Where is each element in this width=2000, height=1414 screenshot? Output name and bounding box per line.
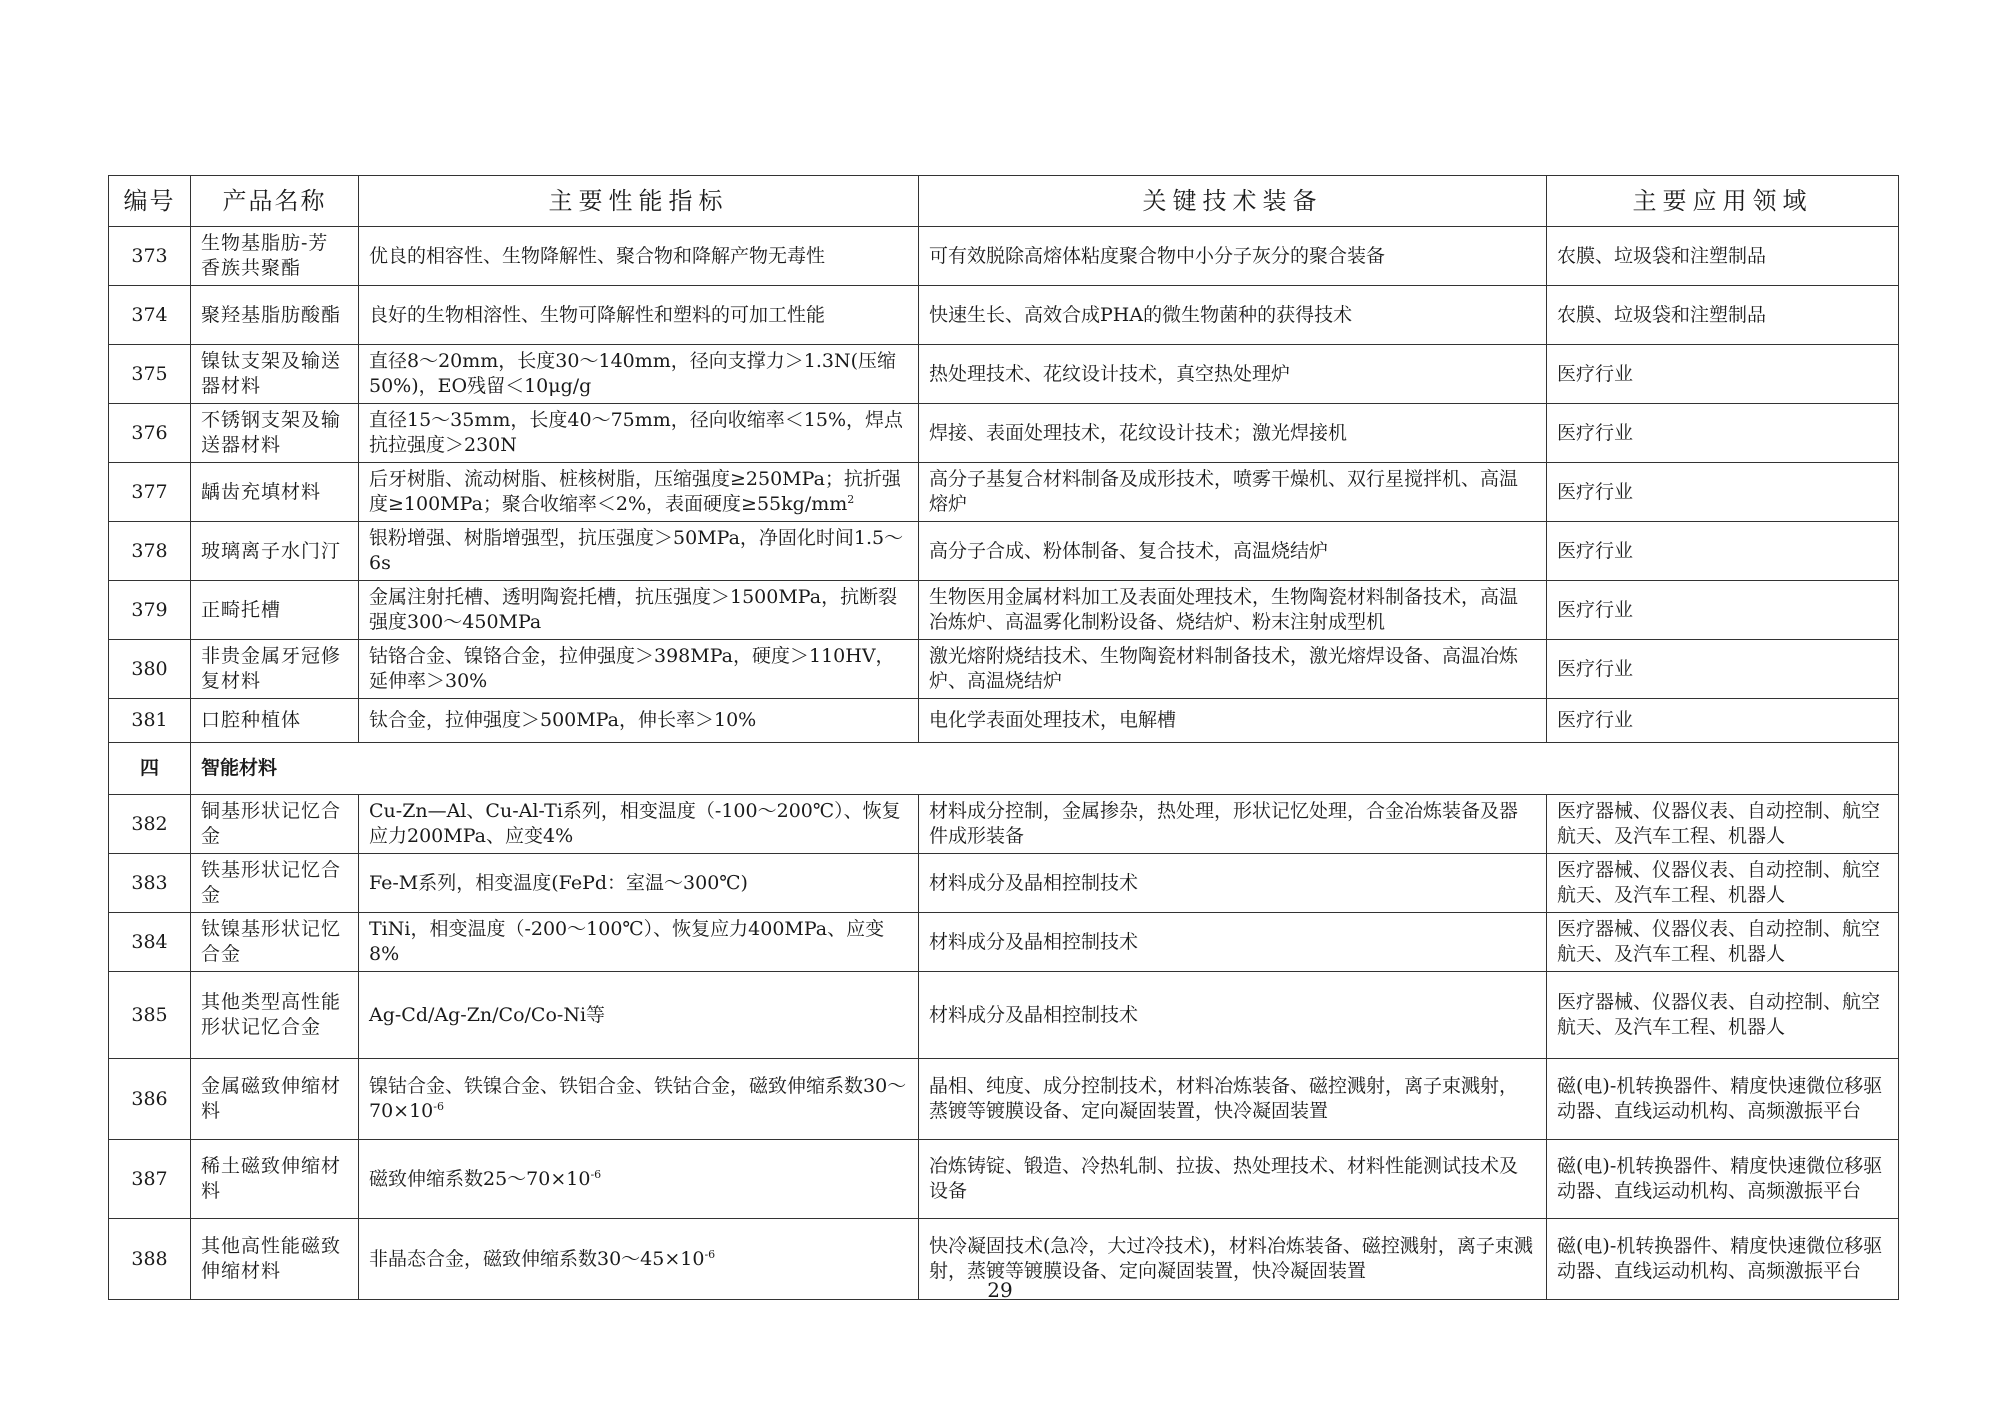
row-equipment: 材料成分及晶相控制技术 (919, 972, 1547, 1059)
row-product: 玻璃离子水门汀 (191, 522, 359, 581)
row-performance: 银粉增强、树脂增强型，抗压强度＞50MPa，净固化时间1.5～6s (359, 522, 919, 581)
row-product: 其他高性能磁致伸缩材料 (191, 1219, 359, 1300)
table-row (109, 227, 1899, 286)
row-application: 医疗行业 (1547, 522, 1899, 581)
row-performance: 钴铬合金、镍铬合金，拉伸强度＞398MPa，硬度＞110HV，延伸率＞30% (359, 640, 919, 699)
section-title: 智能材料 (191, 743, 1899, 795)
row-application: 磁(电)-机转换器件、精度快速微位移驱动器、直线运动机构、高频激振平台 (1547, 1140, 1899, 1219)
row-equipment: 快冷凝固技术(急冷，大过冷技术)，材料冶炼装备、磁控溅射，离子束溅射，蒸镀等镀膜设备、定向凝固装置，快冷凝固装置 (919, 1219, 1547, 1300)
row-product: 铜基形状记忆合金 (191, 795, 359, 854)
table-row (109, 640, 1899, 699)
row-equipment: 电化学表面处理技术，电解槽 (919, 699, 1547, 743)
row-product: 稀土磁致伸缩材料 (191, 1140, 359, 1219)
row-equipment: 晶相、纯度、成分控制技术，材料冶炼装备、磁控溅射，离子束溅射，蒸镀等镀膜设备、定向凝固装置，快冷凝固装置 (919, 1059, 1547, 1140)
table-row (109, 581, 1899, 640)
row-equipment: 冶炼铸锭、锻造、冷热轧制、拉拔、热处理技术、材料性能测试技术及设备 (919, 1140, 1547, 1219)
row-equipment: 高分子基复合材料制备及成形技术，喷雾干燥机、双行星搅拌机、高温熔炉 (919, 463, 1547, 522)
row-performance: Fe-M系列，相变温度(FePd：室温～300℃) (359, 854, 919, 913)
row-equipment: 激光熔附烧结技术、生物陶瓷材料制备技术，激光熔焊设备、高温冶炼炉、高温烧结炉 (919, 640, 1547, 699)
row-no: 384 (109, 913, 191, 972)
row-no: 374 (109, 286, 191, 345)
row-equipment: 材料成分及晶相控制技术 (919, 913, 1547, 972)
page-number: 29 (987, 1278, 1013, 1302)
table-row (109, 854, 1899, 913)
row-product: 非贵金属牙冠修复材料 (191, 640, 359, 699)
row-no: 386 (109, 1059, 191, 1140)
header-equipment: 关键技术装备 (919, 176, 1547, 227)
row-no: 379 (109, 581, 191, 640)
product-catalog-table (108, 175, 1899, 1300)
row-product: 生物基脂肪-芳香族共聚酯 (191, 227, 359, 286)
row-equipment: 高分子合成、粉体制备、复合技术，高温烧结炉 (919, 522, 1547, 581)
row-no: 387 (109, 1140, 191, 1219)
table-row (109, 286, 1899, 345)
performance-text: 后牙树脂、流动树脂、桩核树脂，压缩强度≥250MPa；抗折强度≥100MPa；聚合收缩率＜2%，表面硬度≥55kg/mm (369, 468, 901, 515)
section-no: 四 (109, 743, 191, 795)
row-product: 金属磁致伸缩材料 (191, 1059, 359, 1140)
table-row (109, 972, 1899, 1059)
row-performance: 优良的相容性、生物降解性、聚合物和降解产物无毒性 (359, 227, 919, 286)
unit-exponent: -6 (590, 1167, 602, 1181)
performance-text: 镍钴合金、铁镍合金、铁铝合金、铁钴合金，磁致伸缩系数30～70×10 (369, 1075, 907, 1122)
section-row (109, 743, 1899, 795)
table-row (109, 1140, 1899, 1219)
row-product: 其他类型高性能形状记忆合金 (191, 972, 359, 1059)
header-performance: 主要性能指标 (359, 176, 919, 227)
row-application: 医疗行业 (1547, 581, 1899, 640)
table-row (109, 404, 1899, 463)
performance-text: 磁致伸缩系数25～70×10 (369, 1167, 591, 1190)
row-product: 铁基形状记忆合金 (191, 854, 359, 913)
table-row (109, 345, 1899, 404)
row-application: 磁(电)-机转换器件、精度快速微位移驱动器、直线运动机构、高频激振平台 (1547, 1219, 1899, 1300)
row-performance: 直径8～20mm，长度30～140mm，径向支撑力＞1.3N(压缩50%)，EO残留＜10μg/g (359, 345, 919, 404)
row-performance (359, 1059, 919, 1140)
row-application: 医疗行业 (1547, 640, 1899, 699)
row-no: 375 (109, 345, 191, 404)
row-performance: 良好的生物相溶性、生物可降解性和塑料的可加工性能 (359, 286, 919, 345)
row-product: 钛镍基形状记忆合金 (191, 913, 359, 972)
row-application: 农膜、垃圾袋和注塑制品 (1547, 286, 1899, 345)
header-application: 主要应用领域 (1547, 176, 1899, 227)
row-no: 388 (109, 1219, 191, 1300)
table-row (109, 522, 1899, 581)
performance-text: 非晶态合金，磁致伸缩系数30～45×10 (369, 1247, 705, 1270)
row-equipment: 材料成分及晶相控制技术 (919, 854, 1547, 913)
row-equipment: 可有效脱除高熔体粘度聚合物中小分子灰分的聚合装备 (919, 227, 1547, 286)
row-application: 医疗器械、仪器仪表、自动控制、航空航天、及汽车工程、机器人 (1547, 972, 1899, 1059)
row-application: 医疗行业 (1547, 404, 1899, 463)
row-equipment: 焊接、表面处理技术，花纹设计技术；激光焊接机 (919, 404, 1547, 463)
row-application: 医疗行业 (1547, 463, 1899, 522)
row-application: 医疗器械、仪器仪表、自动控制、航空航天、及汽车工程、机器人 (1547, 913, 1899, 972)
row-product: 聚羟基脂肪酸酯 (191, 286, 359, 345)
row-product: 镍钛支架及输送器材料 (191, 345, 359, 404)
unit-exponent: 2 (847, 493, 855, 506)
row-product: 口腔种植体 (191, 699, 359, 743)
row-performance: 直径15～35mm，长度40～75mm，径向收缩率＜15%，焊点抗拉强度＞230N (359, 404, 919, 463)
row-application: 医疗器械、仪器仪表、自动控制、航空航天、及汽车工程、机器人 (1547, 795, 1899, 854)
row-product: 龋齿充填材料 (191, 463, 359, 522)
row-no: 378 (109, 522, 191, 581)
row-application: 医疗行业 (1547, 699, 1899, 743)
row-equipment: 生物医用金属材料加工及表面处理技术，生物陶瓷材料制备技术，高温冶炼炉、高温雾化制粉设备、烧结炉、粉末注射成型机 (919, 581, 1547, 640)
row-equipment: 快速生长、高效合成PHA的微生物菌种的获得技术 (919, 286, 1547, 345)
row-performance: 金属注射托槽、透明陶瓷托槽，抗压强度＞1500MPa，抗断裂强度300～450MPa (359, 581, 919, 640)
table-row (109, 1059, 1899, 1140)
row-performance (359, 463, 919, 522)
row-no: 373 (109, 227, 191, 286)
table-row (109, 913, 1899, 972)
row-product: 正畸托槽 (191, 581, 359, 640)
unit-exponent: -6 (433, 1100, 444, 1113)
table-header-row (109, 176, 1899, 227)
row-equipment: 热处理技术、花纹设计技术，真空热处理炉 (919, 345, 1547, 404)
row-no: 385 (109, 972, 191, 1059)
row-no: 377 (109, 463, 191, 522)
row-performance: 钛合金，拉伸强度＞500MPa，伸长率＞10% (359, 699, 919, 743)
row-performance: TiNi，相变温度（-200～100℃）、恢复应力400MPa、应变8% (359, 913, 919, 972)
row-product: 不锈钢支架及输送器材料 (191, 404, 359, 463)
row-application: 磁(电)-机转换器件、精度快速微位移驱动器、直线运动机构、高频激振平台 (1547, 1059, 1899, 1140)
row-equipment: 材料成分控制，金属掺杂，热处理，形状记忆处理，合金冶炼装备及器件成形装备 (919, 795, 1547, 854)
row-application: 医疗器械、仪器仪表、自动控制、航空航天、及汽车工程、机器人 (1547, 854, 1899, 913)
header-product: 产品名称 (191, 176, 359, 227)
row-application: 医疗行业 (1547, 345, 1899, 404)
row-no: 382 (109, 795, 191, 854)
table-row (109, 795, 1899, 854)
row-performance: Ag-Cd/Ag-Zn/Co/Co-Ni等 (359, 972, 919, 1059)
row-application: 农膜、垃圾袋和注塑制品 (1547, 227, 1899, 286)
row-no: 381 (109, 699, 191, 743)
row-performance (359, 1140, 919, 1219)
unit-exponent: -6 (704, 1247, 716, 1261)
header-no: 编号 (109, 176, 191, 227)
row-no: 383 (109, 854, 191, 913)
row-no: 380 (109, 640, 191, 699)
table-row (109, 463, 1899, 522)
row-performance: Cu-Zn—Al、Cu-Al-Ti系列，相变温度（-100～200℃）、恢复应力200MPa、应变4% (359, 795, 919, 854)
table-row (109, 699, 1899, 743)
row-no: 376 (109, 404, 191, 463)
